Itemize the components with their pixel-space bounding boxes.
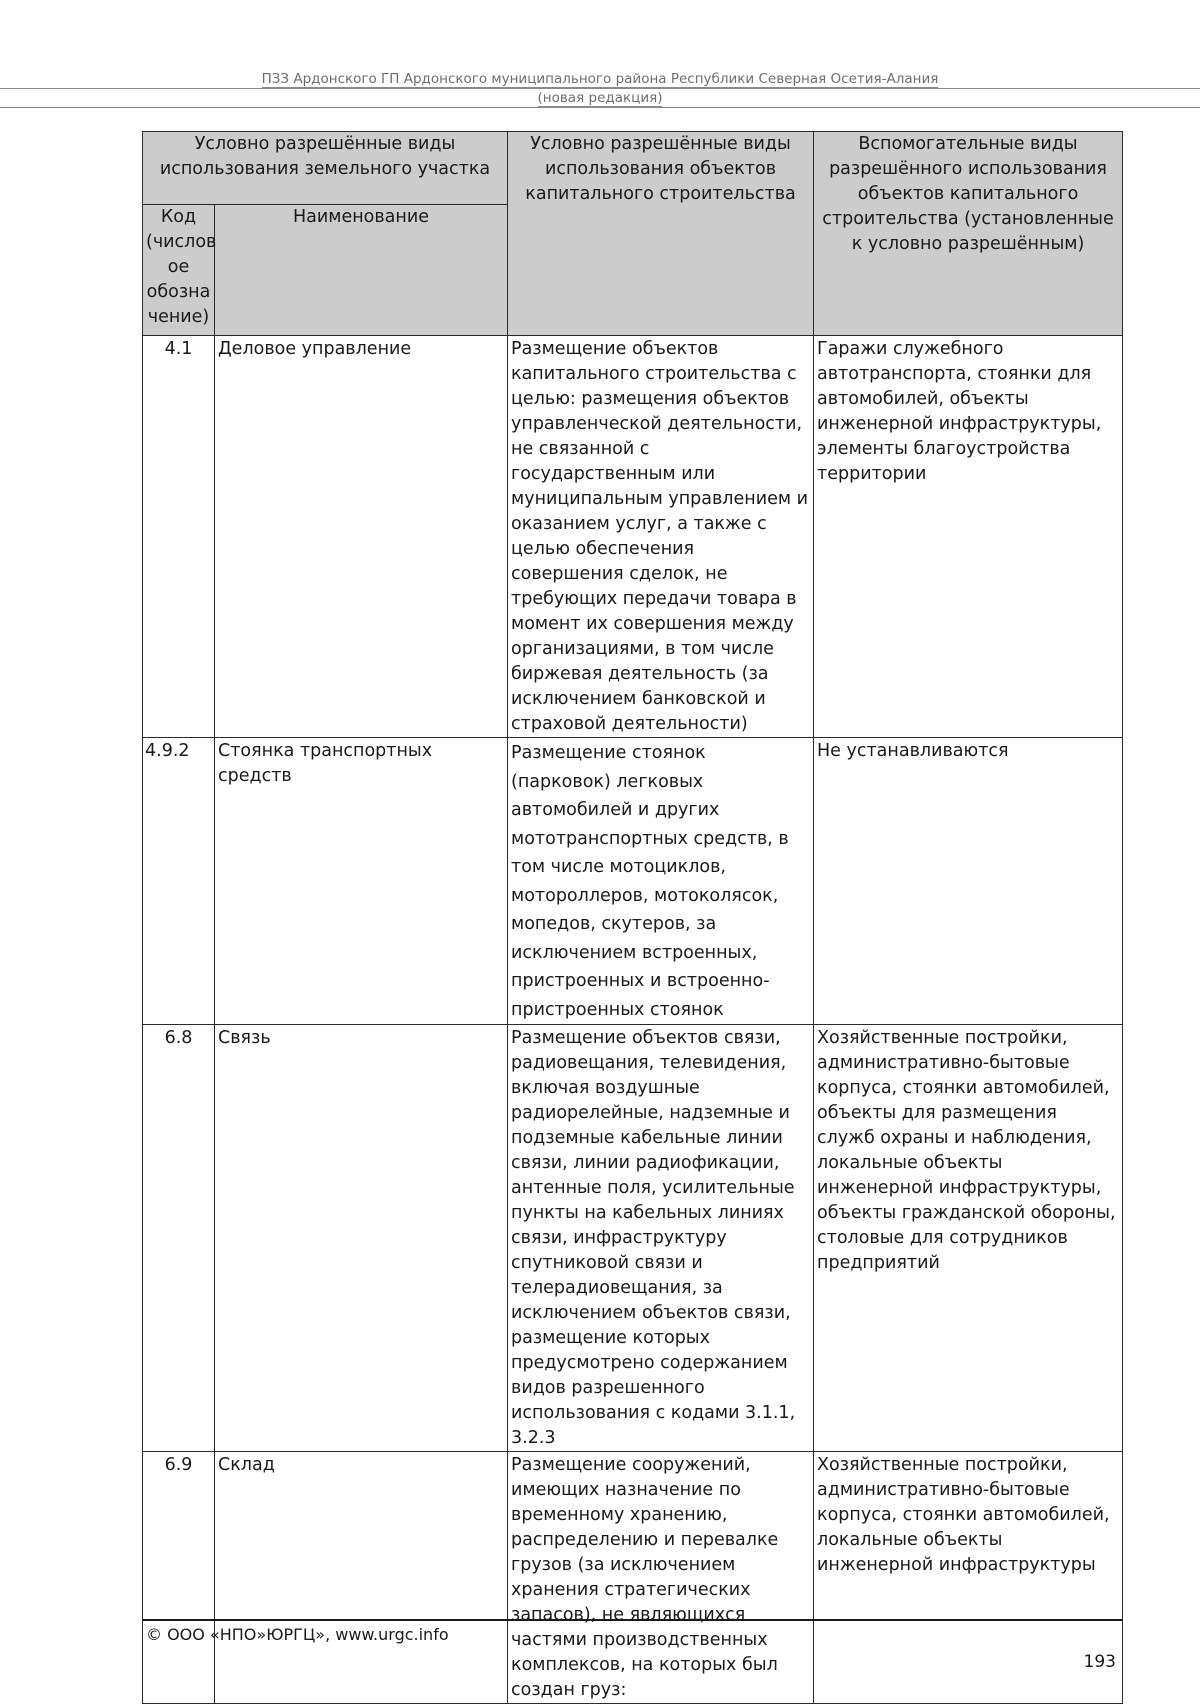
cell-name: Склад xyxy=(215,1452,508,1704)
page-number: 193 xyxy=(1083,1652,1116,1672)
cell-name: Деловое управление xyxy=(215,336,508,738)
header-code: Код (числов ое обозна чение) xyxy=(143,205,215,336)
header-edition: (новая редакция) xyxy=(537,90,663,106)
cell-code: 6.9 xyxy=(143,1452,215,1704)
cell-code: 4.1 xyxy=(143,336,215,738)
header-name: Наименование xyxy=(215,205,508,336)
cell-description: Размещение объектов связи, радиовещания, телевидения, включая воздушные радиорелейные, надземные и подземные кабельные линии связи, линии радиофикации, антенные поля, усилительные пункты на кабельных линиях связи, инфраструктуру спутниковой связи и телерадиовещания, за исключением объектов связи, размещение которых предусмотрено содержанием видов разрешенного использования с кодами 3.1.1, 3.2.3 xyxy=(508,1025,814,1452)
header-auxiliary-uses: Вспомогательные виды разрешённого использования объектов капитального строительства (установленные к условно разрешённым) xyxy=(814,132,1123,336)
cell-description: Размещение сооружений, имеющих назначение по временному хранению, распределению и перевалке грузов (за исключением хранения стратегических запасов), не являющихся частями производственных комплексов, на которых был создан груз: xyxy=(508,1452,814,1704)
land-use-table xyxy=(142,131,1123,1704)
cell-auxiliary: Хозяйственные постройки, административно-бытовые корпуса, стоянки автомобилей, объекты для размещения служб охраны и наблюдения, локальные объекты инженерной инфраструктуры, объекты гражданской обороны, столовые для сотрудников предприятий xyxy=(814,1025,1123,1452)
header-oks-uses: Условно разрешённые виды использования объектов капитального строительства xyxy=(508,132,814,336)
cell-auxiliary: Хозяйственные постройки, административно-бытовые корпуса, стоянки автомобилей, локальные объекты инженерной инфраструктуры xyxy=(814,1452,1123,1704)
cell-description: Размещение объектов капитального строительства с целью: размещения объектов управленческой деятельности, не связанной с государственным или муниципальным управлением и оказанием услуг, а также с целью обеспечения совершения сделок, не требующих передачи товара в момент их совершения между организациями, в том числе биржевая деятельность (за исключением банковской и страховой деятельности) xyxy=(508,336,814,738)
footer-divider xyxy=(142,1619,1122,1621)
table-row xyxy=(143,1025,1123,1452)
cell-auxiliary: Не устанавливаются xyxy=(814,738,1123,1025)
cell-code: 4.9.2 xyxy=(143,738,215,1025)
header-land-use-group: Условно разрешённые виды использования земельного участка xyxy=(143,132,508,205)
cell-name: Связь xyxy=(215,1025,508,1452)
cell-auxiliary: Гаражи служебного автотранспорта, стоянки для автомобилей, объекты инженерной инфраструктуры, элементы благоустройства территории xyxy=(814,336,1123,738)
cell-description: Размещение стоянок (парковок) легковых автомобилей и других мототранспортных средств, в том числе мотоциклов, мотороллеров, мотоколясок, мопедов, скутеров, за исключением встроенных, пристроенных и встроенно-пристроенных стоянок xyxy=(508,738,814,1025)
page-header xyxy=(0,70,1200,108)
table-row xyxy=(143,738,1123,1025)
footer-copyright: © ООО «НПО»ЮРГЦ», www.urgc.info xyxy=(146,1625,449,1644)
header-title: ПЗЗ Ардонского ГП Ардонского муниципального района Республики Северная Осетия-Алания xyxy=(261,71,939,87)
cell-code: 6.8 xyxy=(143,1025,215,1452)
table-row xyxy=(143,336,1123,738)
cell-name: Стоянка транспортных средств xyxy=(215,738,508,1025)
table-row xyxy=(143,1452,1123,1704)
